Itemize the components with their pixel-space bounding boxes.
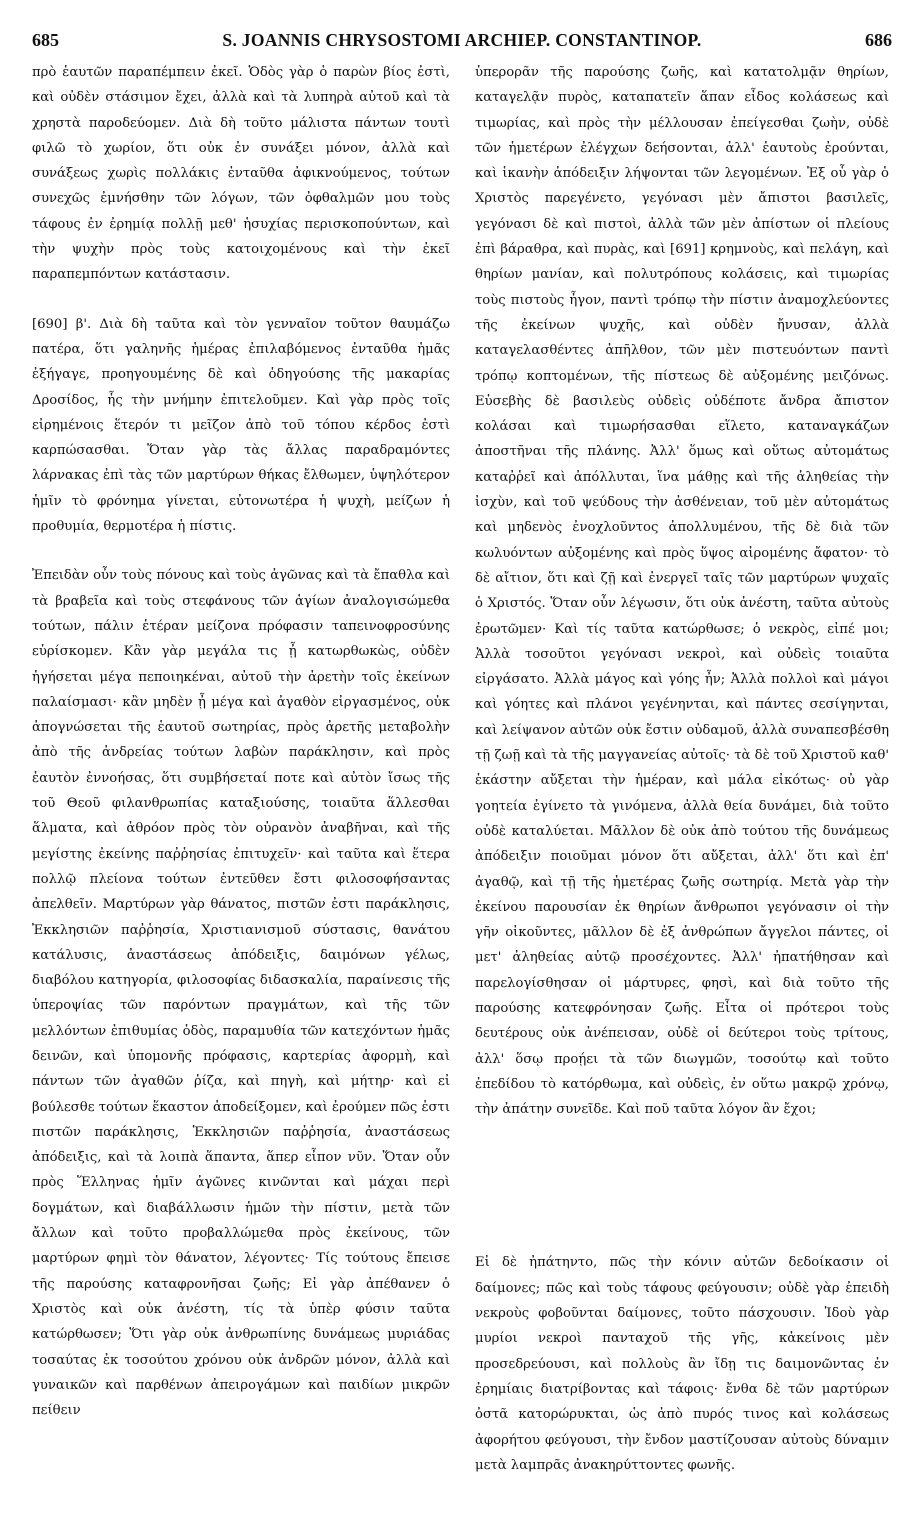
right-paragraph-2: Εἰ δὲ ἠπάτηντο, πῶς τὴν κόνιν αὐτῶν δεδοίκασιν οἱ δαίμονες; πῶς καὶ τοὺς τάφους φεύγουσιν; οὐδὲ γὰρ ἐπειδὴ νεκροὺς φοβοῦνται δαίμονες, τοῦτο πάσχουσιν. Ἰδοὺ γὰρ μυρίοι νεκροὶ πανταχοῦ τῆς γῆς, κἀκείνοις μὲν προσεδρεύουσι, καὶ πολλοὺς ἂν ἴδῃ τις δαιμονῶντας ἐν ἐρημίαις διατρίβοντας καὶ τάφοις· ἔνθα δὲ τῶν μαρτύρων ὀστᾶ κατορώρυκται, ὡς ἀπὸ πυρός τινος καὶ κολάσεως ἀφορήτου φεύγουσι, τὴν ἔνδον μαστίζουσαν αὐτοὺς δύναμιν μετὰ λαμπρᾶς ἀνακηρύττοντες φωνῆς.	[475, 1255, 889, 1473]
running-header	[32, 30, 892, 60]
right-paragraph-1: ὑπερορᾶν τῆς παρούσης ζωῆς, καὶ κατατολμᾷν θηρίων, καταγελᾷν πυρὸς, καταπατεῖν ἅπαν εἶδος κολάσεως καὶ τιμωρίας, καὶ πρὸς τὴν μέλλουσαν ἐπείγεσθαι ζωὴν, οὐδὲ τῶν ἡμετέρων ἐλέγχων δεήσονται, ἀλλ' ἑαυτοὺς ἐρούνται, καὶ ἱκανὴν ἀπόδειξιν λήψονται τῶν λεγομένων. Ἐξ οὗ γὰρ ὁ Χριστὸς παρεγένετο, γεγόνασι μὲν ἄπιστοι βασιλεῖς, γεγόνασι δὲ καὶ πιστοὶ, ἀλλὰ τῶν μὲν ἀπίστων οἱ πλείους ἐπὶ βάραθρα, καὶ πυρὰς, καὶ [691] κρημνοὺς, καὶ πελάγη, καὶ θηρίων μανίαν, καὶ πολυτρόπους κολάσεις, καὶ τιμωρίας τοὺς πιστοὺς ἦγον, παντὶ τρόπῳ τὴν πίστιν ἀναμοχλεύοντες τῆς ἐκείνων ψυχῆς, καὶ οὐδὲν ἤνυσαν, ἀλλὰ καταγελασθέντες ἀπῆλθον, τῶν μὲν πιστευόντων παντὶ τρόπῳ κοπτομένων, τῆς πίστεως δὲ αὐξομένης μειζόνως. Εὐσεβὴς δὲ βασιλεὺς οὐδεὶς οὐδέποτε ἄνδρα ἄπιστον κολάσαι καὶ τιμωρήσασθαι εἵλετο, καταναγκάζων ἀποστῆναι τῆς πλάνης. Ἀλλ' ὅμως καὶ οὕτως αὐτομάτως καταῤῥεῖ καὶ ἀπόλλυται, ἵνα μάθῃς καὶ τῆς ἀληθείας τὴν ἰσχὺν, καὶ τοῦ ψεύδους τὴν ἀσθένειαν, τοῦ μὲν αὐτομάτως καὶ μηδενὸς ἐνοχλοῦντος ἀπολλυμένου, τῆς δὲ διὰ τῶν κωλυόντων αὐξομένης καὶ πρὸς ὕψος αἰρομένης ἄφατον· τὸ δὲ αἴτιον, ὅτι καὶ ζῇ καὶ ἐνεργεῖ ταῖς τῶν μαρτύρων ψυχαῖς ὁ Χριστός. Ὅταν οὖν λέγωσιν, ὅτι οὐκ ἀνέστη, ταῦτα αὐτοὺς ἐρωτῶμεν· Καὶ τίς ταῦτα κατώρθωσε; ὁ νεκρὸς, εἰπέ μοι; Ἀλλὰ τοσοῦτοι γεγόνασι νεκροὶ, καὶ οὐδεὶς τοιαῦτα εἰργάσατο. Ἀλλὰ μάγος καὶ γόης ἦν; Ἀλλὰ πολλοὶ καὶ μάγοι καὶ γόητες καὶ πλάνοι γεγένηνται, καὶ πάντες σεσίγηνται, καὶ λείψανον αὐτῶν οὐκ ἔστιν οὐδαμοῦ, ἀλλὰ συναπεσβέσθη τῇ ζωῇ καὶ τὰ τῆς μαγγανείας αὐτοῖς· τὰ δὲ τοῦ Χριστοῦ καθ' ἑκάστην αὔξεται τὴν ἡμέραν, καὶ μάλα εἰκότως· οὐ γὰρ γοητεία ἐγίνετο τὰ γινόμενα, ἀλλὰ θεία δυνάμει, διὰ τοῦτο οὐδὲ καταλύεται. Μᾶλλον δὲ οὐκ ἀπὸ τούτου τῆς δυνάμεως ἀπόδειξιν ποιοῦμαι μόνον ὅτι αὔξεται, ἀλλ' ὅτι καὶ ἐπ' ἀγαθῷ, καὶ τῇ τῆς ἡμετέρας ζωῆς σωτηρίᾳ. Μετὰ γὰρ τὴν ἐκείνου παρουσίαν ἐκ θηρίων ἄνθρωποι γεγόνασιν οἱ τὴν γῆν οἰκοῦντες, μᾶλλον δὲ ἐξ ἀνθρώπων ἄγγελοι πάντες, οἱ μετ' ἀληθείας αὐτῷ προσέχοντες. Ἀλλ' ἠπατήθησαν καὶ παρελογίσθησαν οἱ μάρτυρες, φησὶ, καὶ διὰ τοῦτο τῆς παρούσης κατεφρόνησαν ζωῆς. Εἶτα οἱ πρότεροι τοὺς δευτέρους οὐκ ἀνέπεισαν, οὐδὲ οἱ δεύτεροι τοὺς τρίτους, ἀλλ' ὅσῳ προῄει τὰ τῶν διωγμῶν, τοσούτῳ καὶ τοῦτο ἐπεδίδου τὸ κατόρθωμα, καὶ οὐδεὶς, ἐν οὕτω μακρῷ χρόνῳ, τὴν ἀπάτην συνεῖδε. Καὶ ποῦ ταῦτα λόγον ἂν ἔχοι;	[475, 65, 889, 1118]
left-paragraph-3: Ἐπειδὰν οὖν τοὺς πόνους καὶ τοὺς ἀγῶνας καὶ τὰ ἔπαθλα καὶ τὰ βραβεῖα καὶ τοὺς στεφάνους τῶν ἁγίων ἀναλογισώμεθα τούτων, πάλιν ἑτέραν μείζονα πρόφασιν ταπεινοφροσύνης εὑρίσκομεν. Κἂν γὰρ μεγάλα τις ᾖ κατωρθωκὼς, οὐδὲν ἡγήσεται μέγα πεποιηκέναι, αὐτοῦ τὴν ἀρετὴν τοῖς ἐκείνων παλαίσμασι· κἂν μηδὲν ᾖ μέγα καὶ ἀγαθὸν εἰργασμένος, οὐκ ἀπογνώσεται τῆς ἑαυτοῦ σωτηρίας, πρὸς ἀρετῆς μεταβολὴν ἀπὸ τῆς ἀνδρείας τούτων λαβὼν παράκλησιν, καὶ πρὸς ἑαυτὸν ἐννοήσας, ὅτι συμβήσεταί ποτε καὶ αὐτὸν ἴσως τῆς τοῦ Θεοῦ φιλανθρωπίας καταξιούσης, τοιαῦτα ἅλλεσθαι ἅλματα, καὶ ἀθρόον πρὸς τὸν οὐρανὸν ἀναβῆναι, καὶ τῆς μεγίστης ἐκείνης παῤῥησίας ἐπιτυχεῖν· καὶ ταῦτα καὶ ἕτερα πολλῷ πλείονα τούτων ἐντεῦθεν ἔστι φιλοσοφήσαντας ἀπελθεῖν. Μαρτύρων γὰρ θάνατος, πιστῶν ἐστι παράκλησις, Ἐκκλησιῶν παῤῥησία, Χριστιανισμοῦ σύστασις, θανάτου κατάλυσις, ἀναστάσεως ἀπόδειξις, δαιμόνων γέλως, διαβόλου κατηγορία, φιλοσοφίας διδασκαλία, παραίνεσις τῆς ὑπεροψίας τῶν παρόντων πραγμάτων, καὶ τῆς τῶν μελλόντων ἐπιθυμίας ὁδὸς, παραμυθία τῶν κατεχόντων ἡμᾶς δεινῶν, καὶ ὑπομονῆς πρόφασις, καρτερίας ἀφορμὴ, καὶ πάντων τῶν ἀγαθῶν ῥίζα, καὶ πηγὴ, καὶ μήτηρ· καὶ εἰ βούλεσθε τούτων ἕκαστον ἀποδείξομεν, καὶ ἐρούμεν πῶς ἐστι πιστῶν παράκλησις, Ἐκκλησιῶν παῤῥησία, ἀναστάσεως ἀπόδειξις, καὶ τὰ λοιπὰ ἅπαντα, ἅπερ εἶπον νῦν. Ὅταν οὖν πρὸς Ἕλληνας ἡμῖν ἀγῶνες κινῶνται καὶ μάχαι περὶ δογμάτων, καὶ διαβάλλωσιν ἡμῶν τὴν πίστιν, μετὰ τῶν ἄλλων καὶ τοῦτο προβαλλώμεθα πρὸς ἐκείνους, τῶν μαρτύρων φημὶ τὸν θάνατον, λέγοντες· Τίς τούτους ἔπεισε τῆς παρούσης καταφρονῆσαι ζωῆς; Εἰ γὰρ ἀπέθανεν ὁ Χριστὸς καὶ οὐκ ἀνέστη, τίς τὰ ὑπὲρ φύσιν ταῦτα κατώρθωσεν; Ὅτι γὰρ οὐκ ἀνθρωπίνης δυνάμεως μυριάδας τοσαύτας ἐκ τοσούτου χρόνου οὐκ ἀνδρῶν μόνον, ἀλλὰ καὶ γυναικῶν καὶ παρθένων ἀπειρογάμων καὶ παιδίων μικρῶν πείθειν	[32, 568, 450, 1419]
running-title: S. JOANNIS CHRYSOSTOMI ARCHIEP. CONSTANTINOP.	[222, 30, 702, 50]
left-paragraph-2: [690] β'. Διὰ δὴ ταῦτα καὶ τὸν γενναῖον τοῦτον θαυμάζω πατέρα, ὅτι γαληνῆς ἡμέρας ἐπιλαβόμενος ἐνταῦθα ἡμᾶς ἐξήγαγε, προηγουμένης δὲ καὶ ὁδηγούσης τῆς μακαρίας Δροσίδος, ἧς τὴν μνήμην ἐπιτελοῦμεν. Καὶ γὰρ πρὸς τοῖς εἰρημένοις ἕτερόν τι μεῖζον ἀπὸ τοῦ τόπου κέρδος ἐστὶ καρπώσασθαι. Ὅταν γὰρ τὰς ἄλλας παραδραμόντες λάρνακας ἐπὶ τὰς τῶν μαρτύρων θήκας ἔλθωμεν, ὑψηλότερον ἡμῖν τὸ φρόνημα γίνεται, εὐτονωτέρα ἡ ψυχὴ, μείζων ἡ προθυμία, θερμοτέρα ἡ πίστις.	[32, 316, 450, 535]
left-paragraph-1: πρὸ ἑαυτῶν παραπέμπειν ἐκεῖ. Ὁδὸς γὰρ ὁ παρὼν βίος ἐστὶ, καὶ οὐδὲν στάσιμον ἔχει, ἀλλὰ καὶ τὰ λυπηρὰ αὐτοῦ καὶ τὰ χρηστὰ παροδεύομεν. Διὰ δὴ τοῦτο μάλιστα πάντων τουτὶ φιλῶ τὸ χωρίον, ὅτι οὐκ ἐν συνάξει μόνον, ἀλλὰ καὶ συνάξεως χωρὶς πολλάκις ἐνταῦθα ἀφικνούμενος, τούτων συνεχῶς ἐμνήσθην τῶν λόγων, τῶν ὀφθαλμῶν μου τοὺς τάφους ἐν ἐρημίᾳ πολλῇ μεθ' ἡσυχίας περισκοπούντων, καὶ τὴν ψυχὴν πρὸς τοὺς κατοιχομένους καὶ τὴν ἐκεῖ παραπεμπόντων κατάστασιν.	[32, 65, 450, 283]
right-column	[475, 60, 889, 1478]
page-number-right: 686	[865, 30, 892, 50]
page-number-left: 685	[32, 30, 59, 50]
left-column	[32, 60, 450, 1423]
